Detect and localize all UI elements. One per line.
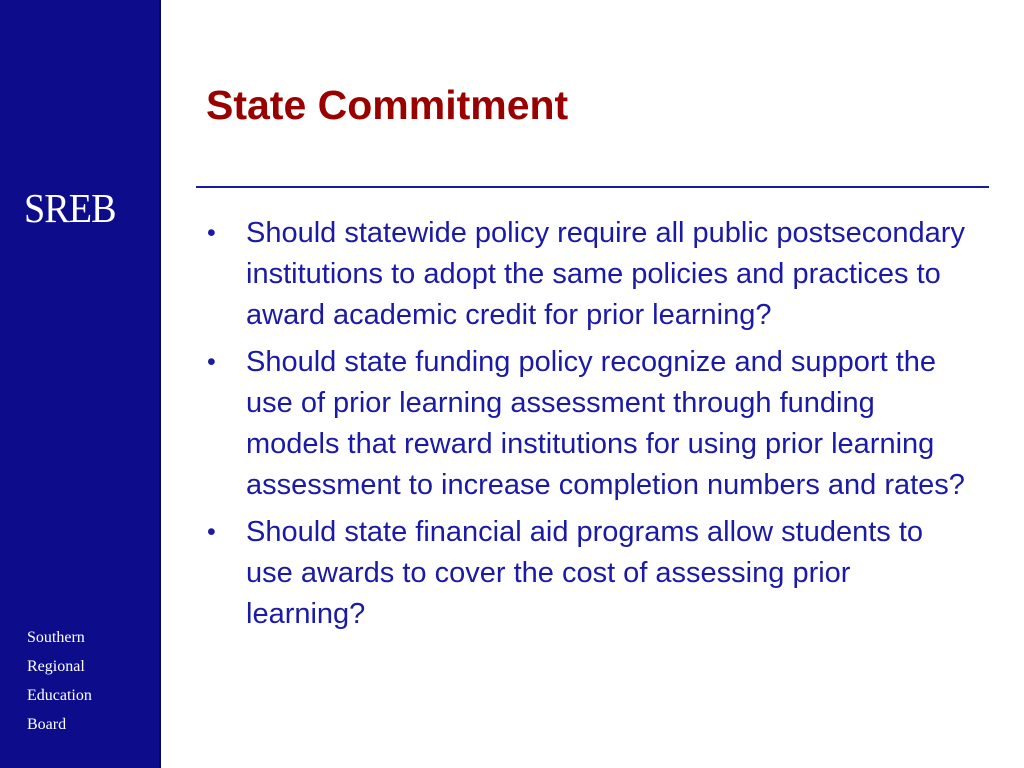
bullet-dot-icon: • <box>207 219 216 247</box>
bullet-text: Should statewide policy require all public postsecondary institutions to adopt the same policies and practices to award academic credit for prior learning? <box>246 217 965 331</box>
bullet-text: Should state funding policy recognize and support the use of prior learning assessment through funding models that reward institutions for using prior learning assessment to increase completion numbers and rates? <box>246 346 965 501</box>
org-name-line: Board <box>27 716 67 733</box>
bullet-dot-icon: • <box>207 518 216 546</box>
org-name-line: Southern <box>27 629 85 646</box>
title-divider <box>196 186 989 188</box>
bullet-dot-icon: • <box>207 348 216 376</box>
bullet-item <box>206 342 976 506</box>
org-name-line: Education <box>27 687 92 704</box>
slide-title: State Commitment <box>206 82 569 128</box>
sreb-logo: SREB <box>24 185 116 231</box>
bullet-item <box>206 512 976 635</box>
bullet-list <box>206 213 976 641</box>
bullet-text: Should state financial aid programs allow students to use awards to cover the cost of assessing prior learning? <box>246 516 924 630</box>
organization-name <box>27 623 157 739</box>
org-name-line: Regional <box>27 658 85 675</box>
bullet-item <box>206 213 976 336</box>
sidebar <box>0 0 161 768</box>
